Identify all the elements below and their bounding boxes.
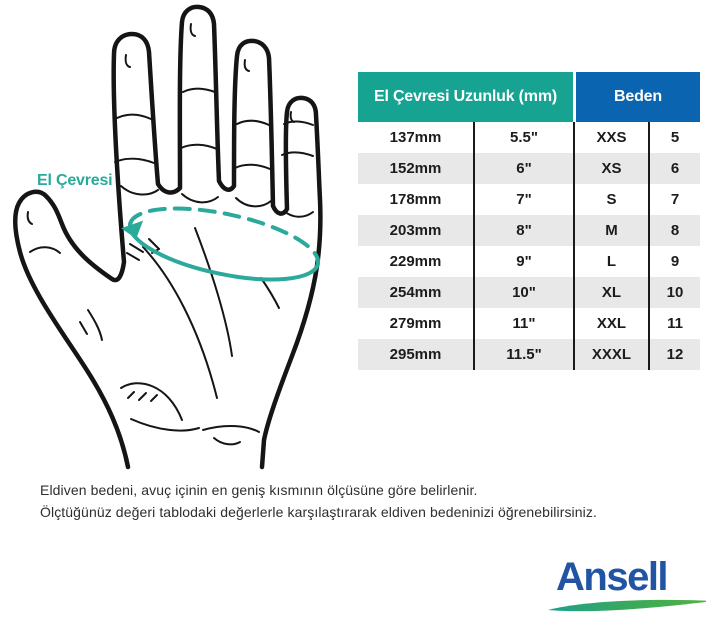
cell-mm: 229mm [389,253,442,270]
circumference-label: El Çevresi [37,172,113,189]
cell-num: 9 [648,246,700,277]
header-circumference: El Çevresi Uzunluk (mm) [358,72,573,122]
cell-inch: 5.5" [473,122,573,153]
ansell-logo [556,556,706,598]
cell-size: L [573,246,648,277]
logo-swoosh-icon [547,597,706,615]
cell-inch: 10" [473,277,573,308]
cell-inch: 8" [473,215,573,246]
cell-size: XXL [573,308,648,339]
cell-mm: 295mm [389,346,442,363]
cell-mm: 178mm [389,191,442,208]
cell-mm: 279mm [389,315,442,332]
cell-num: 8 [648,215,700,246]
table-body [358,122,700,370]
ansell-logo-text: Ansell [556,555,668,599]
table-row [358,308,700,339]
cell-size: M [573,215,648,246]
table-row [358,122,700,153]
note-line-1: Eldiven bedeni, avuç içinin en geniş kısmının ölçüsüne göre belirlenir. [40,482,478,498]
cell-num: 5 [648,122,700,153]
cell-num: 12 [648,339,700,370]
cell-inch: 11" [473,308,573,339]
cell-mm: 137mm [389,129,442,146]
cell-inch: 7" [473,184,573,215]
table-row [358,153,700,184]
cell-inch: 11.5" [473,339,573,370]
table-row [358,184,700,215]
table-header [358,72,700,122]
cell-size: XS [573,153,648,184]
cell-size: S [573,184,648,215]
hand-illustration-icon [0,0,350,470]
header-size: Beden [576,72,700,122]
cell-num: 7 [648,184,700,215]
note-line-2: Ölçtüğünüz değeri tablodaki değerlerle karşılaştırarak eldiven bedeninizi öğrenebilirsiniz. [40,504,597,520]
cell-mm: 152mm [389,160,442,177]
table-row [358,339,700,370]
cell-num: 6 [648,153,700,184]
size-note [40,479,597,523]
size-table [358,72,700,370]
cell-size: XXXL [573,339,648,370]
cell-size: XL [573,277,648,308]
cell-inch: 9" [473,246,573,277]
table-row [358,277,700,308]
cell-mm: 203mm [389,222,442,239]
hand-diagram [0,0,350,470]
cell-num: 10 [648,277,700,308]
table-row [358,246,700,277]
cell-num: 11 [648,308,700,339]
cell-mm: 254mm [389,284,442,301]
cell-size: XXS [573,122,648,153]
cell-inch: 6" [473,153,573,184]
table-row [358,215,700,246]
